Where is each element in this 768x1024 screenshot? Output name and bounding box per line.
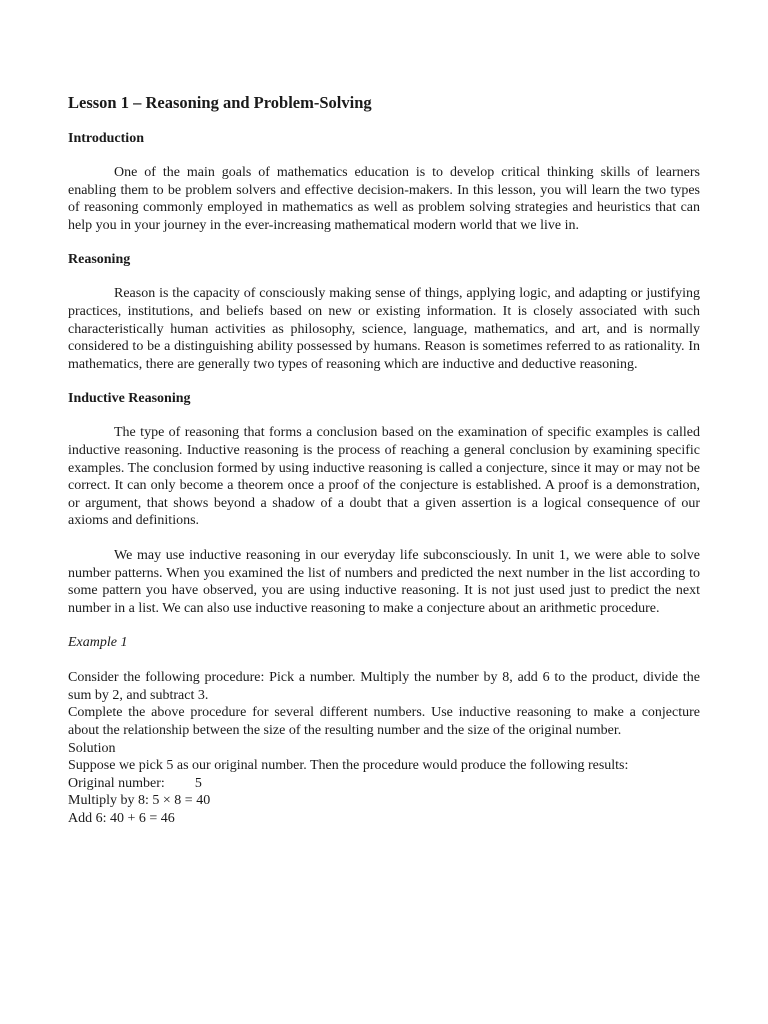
lesson-title: Lesson 1 – Reasoning and Problem-Solving: [68, 93, 372, 112]
document-page: [68, 92, 700, 828]
step-original-value: 5: [194, 775, 202, 791]
inductive-paragraph-2: We may use inductive reasoning in our everyday life subconsciously. In unit 1, we were able to solve number patterns. When you examined the list of numbers and predicted the next number in the list according to some pattern you have observed, you are using inductive reasoning. It is not just used just to predict the next number in a list. We can also use inductive reasoning to make a conjecture about an arithmetic procedure.: [68, 547, 700, 616]
inductive-paragraph-1: The type of reasoning that forms a conclusion based on the examination of specific examples is called inductive reasoning. Inductive reasoning is the process of reaching a general conclusion by examining specific examples. The conclusion formed by using inductive reasoning is called a conjecture, since it may or may not be correct. It can only become a theorem once a proof of the conjecture is established. A proof is a demonstration, or argument, that shows beyond a shadow of a doubt that a given assertion is a logical consequence of our axioms and definitions.: [68, 425, 700, 529]
example-task: Complete the above procedure for several different numbers. Use inductive reasoning to make a conjecture about the relationship between the size of the resulting number and the size of the original number.: [68, 705, 700, 739]
introduction-paragraph: One of the main goals of mathematics education is to develop critical thinking skills of learners enabling them to be problem solvers and effective decision-makers. In this lesson, you will learn the two types of reasoning commonly employed in mathematics as well as problem solving strategies and heuristics that can help you in your journey in the ever-increasing mathematical modern world that we live in.: [68, 165, 700, 233]
example-procedure: Consider the following procedure: Pick a number. Multiply the number by 8, add 6 to the product, divide the sum by 2, and subtract 3.: [68, 670, 700, 703]
step-multiply: Multiply by 8: 5 × 8 = 40: [68, 793, 211, 809]
solution-label: Solution: [68, 740, 116, 756]
step-add: Add 6: 40 + 6 = 46: [68, 811, 175, 827]
introduction-heading: Introduction: [68, 131, 144, 146]
step-original-label: Original number:: [68, 775, 165, 791]
step-original-number: [68, 775, 700, 793]
example-1-label: Example 1: [68, 635, 128, 651]
reasoning-paragraph: Reason is the capacity of consciously making sense of things, applying logic, and adapting or justifying practices, institutions, and beliefs based on new or existing information. It is closely associated with such characteristically human activities as philosophy, science, language, mathematics, and art, and is normally considered to be a distinguishing ability possessed by humans. Reason is sometimes referred to as rationality. In mathematics, there are generally two types of reasoning which are inductive and deductive reasoning.: [68, 286, 700, 372]
solution-intro: Suppose we pick 5 as our original number. Then the procedure would produce the following results:: [68, 758, 629, 774]
inductive-reasoning-heading: Inductive Reasoning: [68, 391, 191, 407]
reasoning-heading: Reasoning: [68, 252, 131, 268]
